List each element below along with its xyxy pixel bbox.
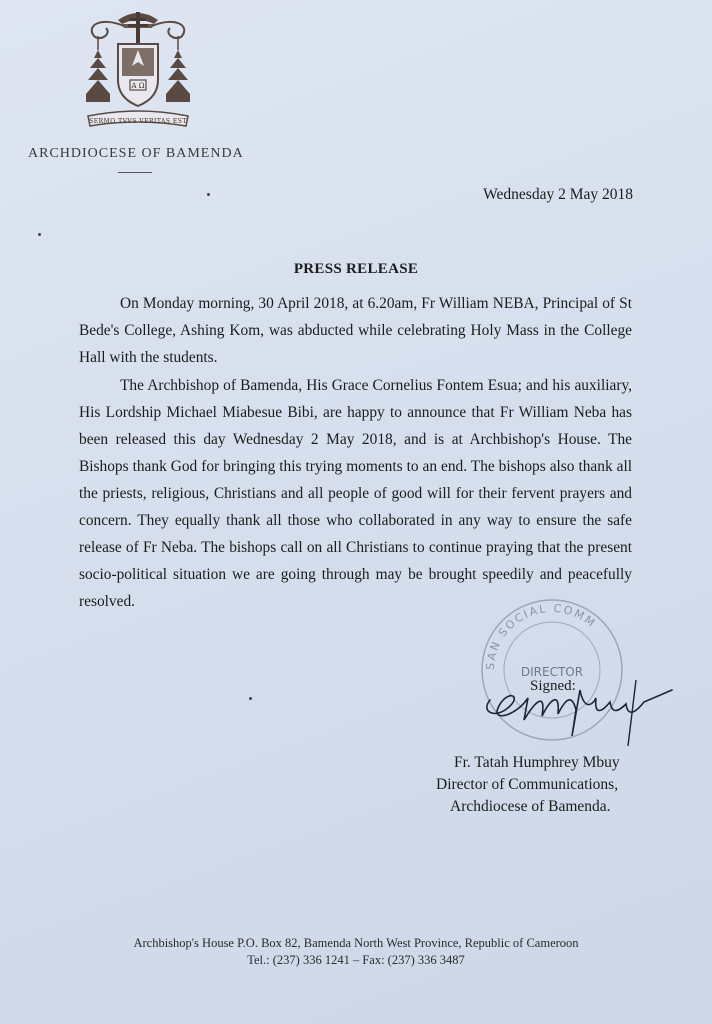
signatory-role: Director of Communications,	[436, 776, 619, 793]
signed-label: Signed:	[530, 678, 576, 694]
press-release-title: PRESS RELEASE	[293, 261, 419, 277]
paragraph-abduction: On Monday morning, 30 April 2018, at 6.20am, Fr William NEBA, Principal of St Bede's College, Ashing Kom, was abducted while celebrating Holy Mass in the College Hall with the students.	[79, 295, 632, 366]
crest-letters: A Ω	[131, 82, 145, 90]
archdiocese-crest-logo	[80, 6, 196, 134]
handwritten-signature	[476, 650, 676, 750]
crest-motto: SERMO TVVS VERITAS EST	[89, 118, 187, 125]
footer-address: Archbishop's House P.O. Box 82, Bamenda North West Province, Republic of Cameroon	[133, 936, 579, 950]
paper-speck	[207, 193, 210, 196]
signatory-name: Fr. Tatah Humphrey Mbuy	[454, 754, 620, 771]
diocese-name: ARCHDIOCESE OF BAMENDA	[28, 146, 244, 161]
letter-date: Wednesday 2 May 2018	[483, 186, 633, 203]
signatory-org: Archdiocese of Bamenda.	[450, 798, 611, 815]
letterhead-footer	[0, 935, 712, 969]
footer-phone-fax: Tel.: (237) 336 1241 – Fax: (237) 336 3487	[247, 953, 465, 967]
header-divider	[118, 172, 152, 173]
signature-block	[436, 752, 620, 818]
paragraph-release: The Archbishop of Bamenda, His Grace Cornelius Fontem Esua; and his auxiliary, His Lordship Michael Miabesue Bibi, are happy to announce that Fr William Neba has been released this day Wednesday 2 May 2018, and is at Archbishop's House. The Bishops thank God for bringing this trying moments to an end. The bishops also thank all the priests, religious, Christians and all people of good will for their fervent prayers and concern. They equally thank all those who collaborated in any way to ensure the safe release of Fr Neba. The bishops call on all Christians to continue praying that the present socio-political situation we are going through may be brought speedily and peacefully resolved.	[79, 377, 632, 610]
stamp-ring-text: SAN SOCIAL COMM	[483, 601, 599, 671]
stamp-center-text: DIRECTOR	[520, 665, 584, 679]
paper-speck	[38, 233, 41, 236]
paper-speck	[249, 697, 252, 700]
letter-body	[79, 290, 632, 616]
